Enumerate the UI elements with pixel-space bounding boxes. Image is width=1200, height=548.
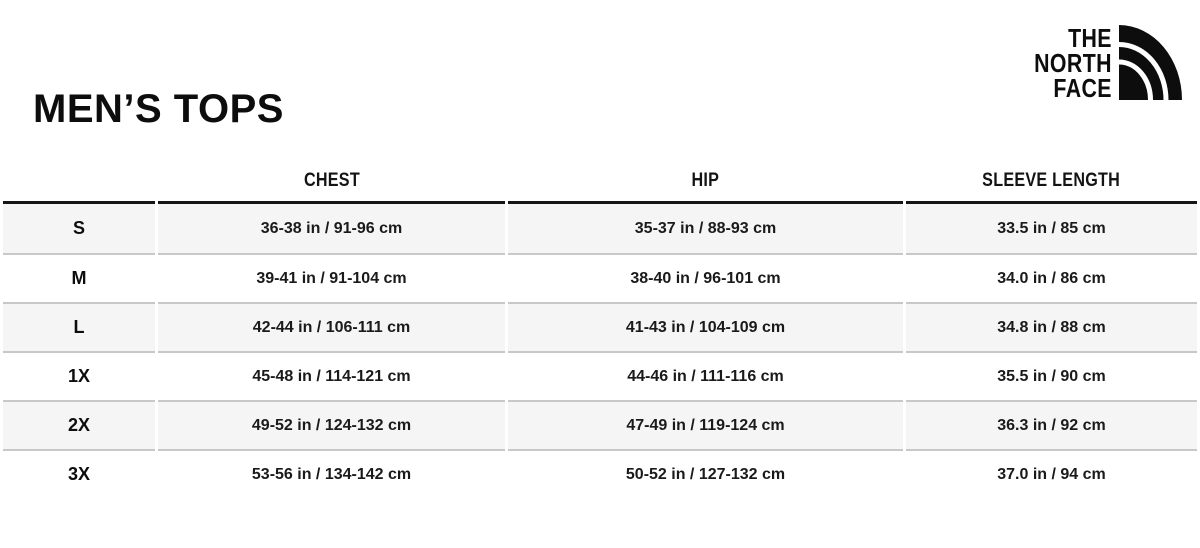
table-row-1X xyxy=(3,351,1197,400)
chest-value-cell: 53-56 in / 134-142 cm xyxy=(158,449,505,498)
hip-value-cell: 44-46 in / 111-116 cm xyxy=(508,351,903,400)
hip-value-cell: 41-43 in / 104-109 cm xyxy=(508,302,903,351)
the-north-face-logo xyxy=(1017,23,1182,103)
sleeve-value-cell: 33.5 in / 85 cm xyxy=(906,204,1197,253)
size-table-header xyxy=(3,160,1197,204)
size-cell: S xyxy=(3,204,155,253)
chest-value-cell: 39-41 in / 91-104 cm xyxy=(158,253,505,302)
size-cell: L xyxy=(3,302,155,351)
table-row-3X xyxy=(3,449,1197,498)
sleeve-value-cell: 37.0 in / 94 cm xyxy=(906,449,1197,498)
logo-line-north: NORTH xyxy=(1034,48,1112,78)
chest-value-cell: 42-44 in / 106-111 cm xyxy=(158,302,505,351)
hip-value-cell: 47-49 in / 119-124 cm xyxy=(508,400,903,449)
logo-wordmark xyxy=(1017,23,1112,103)
logo-line-the: THE xyxy=(1068,23,1112,53)
half-dome-icon xyxy=(1119,25,1182,100)
sleeve-value-cell: 34.8 in / 88 cm xyxy=(906,302,1197,351)
column-header-sleeve-length: SLEEVE LENGTH xyxy=(906,160,1197,204)
size-table xyxy=(0,160,1200,498)
size-cell: 1X xyxy=(3,351,155,400)
column-header-chest: CHEST xyxy=(158,160,505,204)
table-row-S xyxy=(3,204,1197,253)
column-header-hip: HIP xyxy=(508,160,903,204)
page-title: MEN’S TOPS xyxy=(33,86,284,131)
sleeve-value-cell: 35.5 in / 90 cm xyxy=(906,351,1197,400)
table-row-2X xyxy=(3,400,1197,449)
size-cell: 3X xyxy=(3,449,155,498)
size-cell: M xyxy=(3,253,155,302)
sleeve-value-cell: 36.3 in / 92 cm xyxy=(906,400,1197,449)
hip-value-cell: 35-37 in / 88-93 cm xyxy=(508,204,903,253)
logo-line-face: FACE xyxy=(1053,73,1112,103)
table-row-L xyxy=(3,302,1197,351)
hip-value-cell: 38-40 in / 96-101 cm xyxy=(508,253,903,302)
chest-value-cell: 45-48 in / 114-121 cm xyxy=(158,351,505,400)
size-table-body xyxy=(3,204,1197,498)
column-header-size xyxy=(3,160,155,204)
table-row-M xyxy=(3,253,1197,302)
header-row xyxy=(3,160,1197,204)
chest-value-cell: 36-38 in / 91-96 cm xyxy=(158,204,505,253)
sleeve-value-cell: 34.0 in / 86 cm xyxy=(906,253,1197,302)
hip-value-cell: 50-52 in / 127-132 cm xyxy=(508,449,903,498)
size-cell: 2X xyxy=(3,400,155,449)
chest-value-cell: 49-52 in / 124-132 cm xyxy=(158,400,505,449)
